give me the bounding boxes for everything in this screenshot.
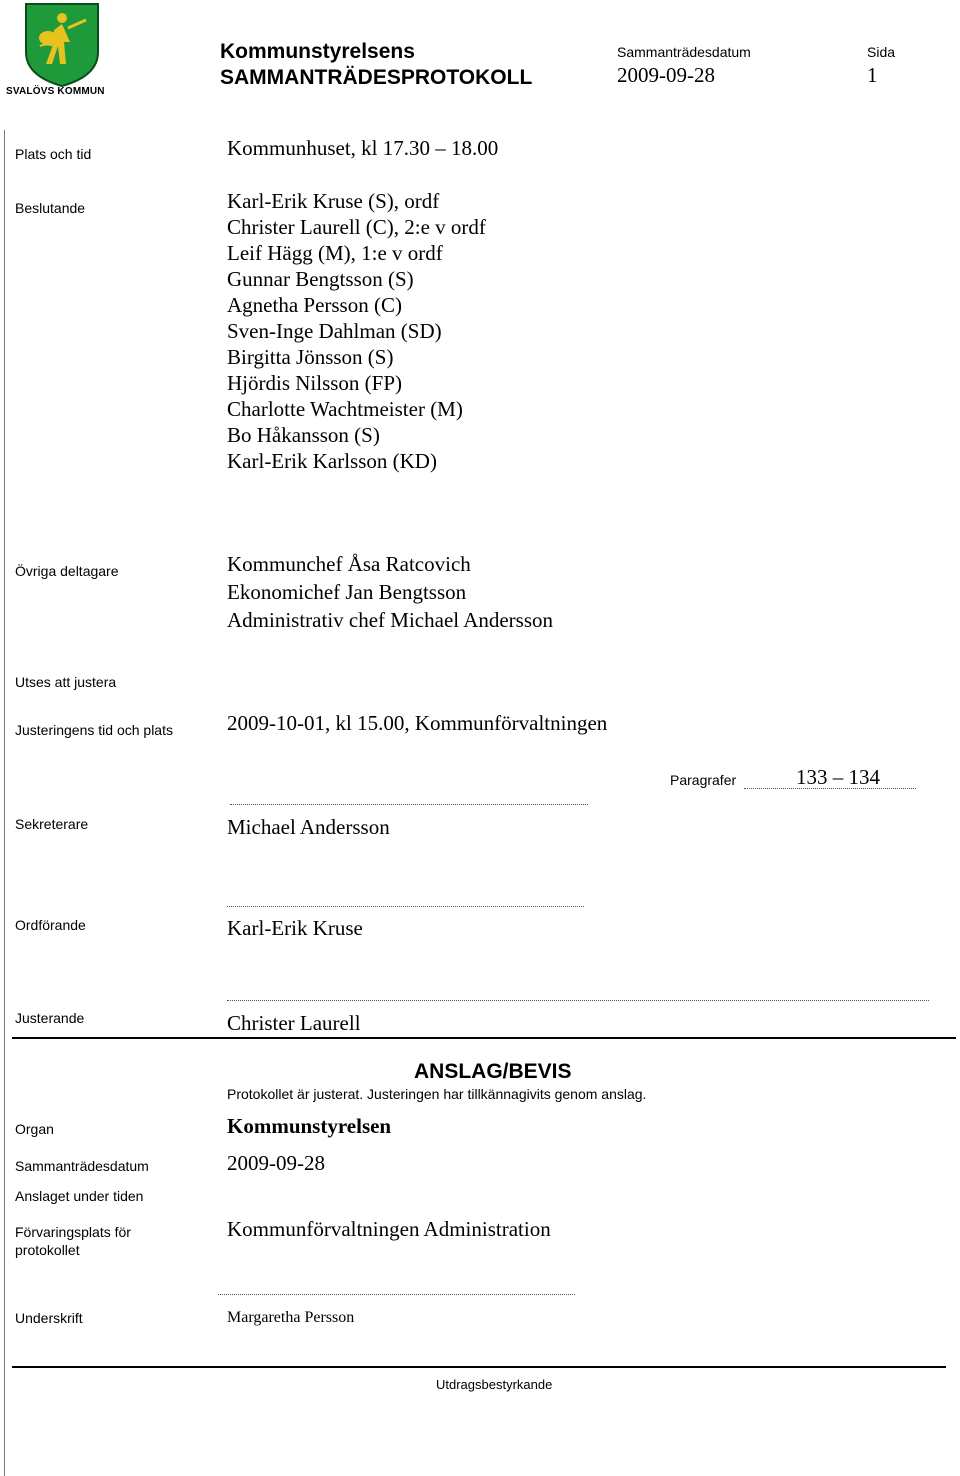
secretary-label: Sekreterare: [15, 816, 89, 832]
member-name: Gunnar Bengtsson (S): [227, 267, 414, 291]
other-participants-label: Övriga deltagare: [15, 563, 119, 579]
adjustment-value: 2009-10-01, kl 15.00, Kommunförvaltningen: [227, 711, 608, 735]
notice-date-value: 2009-09-28: [227, 1151, 325, 1175]
notice-date-label: Sammanträdesdatum: [15, 1158, 149, 1174]
header-date-value: 2009-09-28: [617, 63, 715, 87]
adjusting-name: Christer Laurell: [227, 1011, 361, 1035]
header-page-value: 1: [867, 63, 878, 87]
paragraphs-underline: [744, 788, 916, 789]
member-name: Christer Laurell (C), 2:e v ordf: [227, 215, 486, 239]
member-name: Hjördis Nilsson (FP): [227, 371, 403, 395]
footer-divider: [12, 1366, 946, 1368]
member-name: Agnetha Persson (C): [227, 293, 402, 317]
storage-value: Kommunförvaltningen Administration: [227, 1217, 551, 1241]
chairman-label: Ordförande: [15, 917, 86, 933]
member-name: Karl-Erik Kruse (S), ordf: [227, 189, 440, 213]
place-time-label: Plats och tid: [15, 146, 92, 162]
notice-title: ANSLAG/BEVIS: [414, 1060, 572, 1083]
storage-label-line2: protokollet: [15, 1242, 80, 1258]
notice-period-label: Anslaget under tiden: [15, 1188, 144, 1204]
member-name: Leif Hägg (M), 1:e v ordf: [227, 241, 443, 265]
member-name: Bo Håkansson (S): [227, 423, 380, 447]
participant-name: Administrativ chef Michael Andersson: [227, 608, 554, 632]
logo-text: SVALÖVS KOMMUN: [6, 86, 105, 97]
paragraphs-label: Paragrafer: [670, 772, 737, 788]
chairman-name: Karl-Erik Kruse: [227, 916, 363, 940]
notice-text: Protokollet är justerat. Justeringen har tillkännagivits genom anslag.: [227, 1086, 647, 1102]
adjustment-label: Justeringens tid och plats: [15, 722, 173, 738]
organ-label: Organ: [15, 1121, 54, 1137]
member-name: Karl-Erik Karlsson (KD): [227, 449, 437, 473]
participant-name: Ekonomichef Jan Bengtsson: [227, 580, 467, 604]
member-name: Sven-Inge Dahlman (SD): [227, 319, 442, 343]
decision-makers-list: [227, 188, 486, 474]
left-margin-rule: [4, 130, 5, 1476]
secretary-name: Michael Andersson: [227, 815, 390, 839]
adjusting-label: Justerande: [15, 1010, 85, 1026]
storage-label-line1: Förvaringsplats för: [15, 1224, 131, 1240]
participant-name: Kommunchef Åsa Ratcovich: [227, 552, 471, 576]
other-participants-list: [227, 550, 553, 634]
decision-makers-label: Beslutande: [15, 200, 86, 216]
header-date-label: Sammanträdesdatum: [617, 44, 751, 60]
member-name: Charlotte Wachtmeister (M): [227, 397, 463, 421]
signature-label: Underskrift: [15, 1310, 83, 1326]
secretary-signature-line: [230, 804, 588, 805]
section-divider: [12, 1037, 956, 1039]
place-time-value: Kommunhuset, kl 17.30 – 18.00: [227, 136, 499, 160]
signature-line: [218, 1294, 575, 1295]
signature-name: Margaretha Persson: [227, 1309, 355, 1326]
paragraphs-value: 133 – 134: [796, 765, 880, 789]
document-title-line2: SAMMANTRÄDESPROTOKOLL: [220, 66, 533, 89]
member-name: Birgitta Jönsson (S): [227, 345, 394, 369]
adjusting-signature-line: [227, 1000, 929, 1001]
organ-value: Kommunstyrelsen: [227, 1114, 392, 1138]
document-title-line1: Kommunstyrelsens: [220, 40, 415, 63]
coat-of-arms-icon: [6, 2, 112, 88]
header-page-label: Sida: [867, 44, 896, 60]
chairman-signature-line: [227, 906, 584, 907]
adjuster-label: Utses att justera: [15, 674, 117, 690]
municipality-logo: [6, 2, 112, 100]
certificate-label: Utdragsbestyrkande: [436, 1377, 553, 1392]
